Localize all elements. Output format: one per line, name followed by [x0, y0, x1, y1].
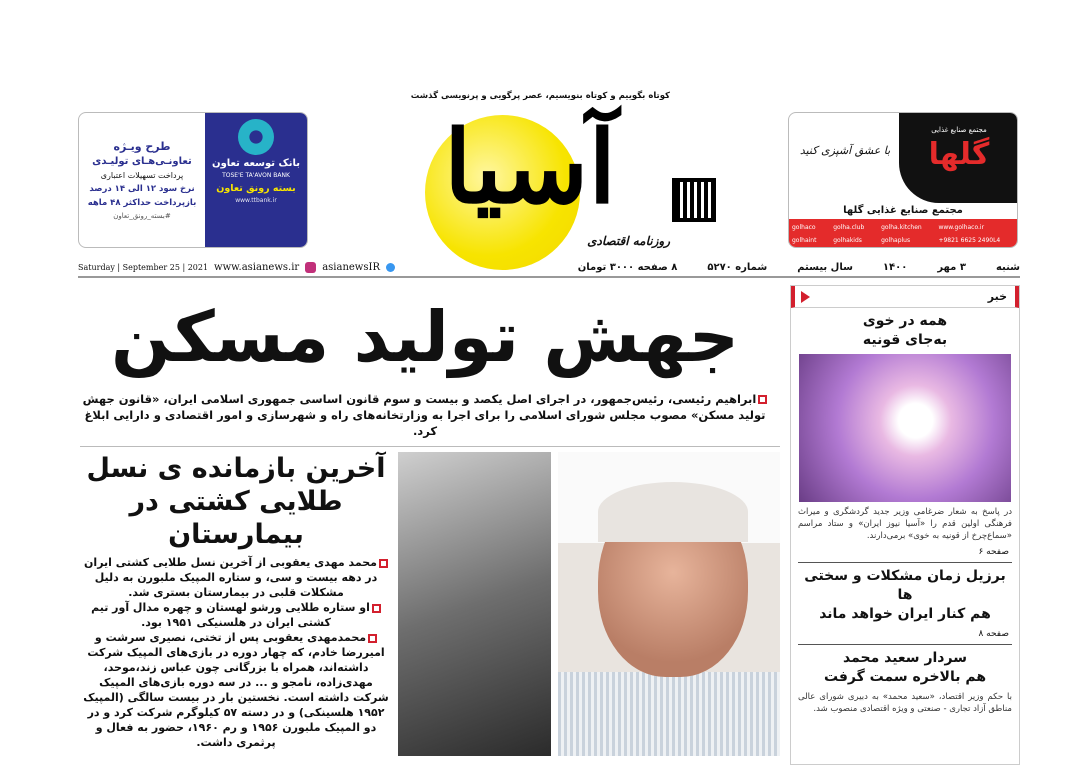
- sidebar-headline[interactable]: [791, 567, 1019, 624]
- portrait-photo: [558, 452, 780, 756]
- logo: آسیا: [443, 108, 617, 226]
- wrestling-photo: [398, 452, 551, 756]
- headline-line: برزیل زمان مشکلات و سختی ها: [804, 568, 1006, 603]
- ad-text: نرخ سود ۱۲ الی ۱۴ درصد: [89, 183, 195, 194]
- play-triangle-icon: [801, 291, 810, 303]
- section-tag: [791, 286, 1019, 308]
- link: golhaplus: [881, 237, 911, 244]
- date: ۳ مهر: [937, 261, 966, 273]
- page-ref: صفحه ۶: [978, 547, 1009, 557]
- tag-label: خبر: [987, 290, 1007, 303]
- bullet-icon: [758, 395, 767, 404]
- link: golhaint: [792, 237, 817, 244]
- page-ref: صفحه ۸: [978, 629, 1009, 639]
- bullet-icon: [379, 559, 388, 568]
- bank-logo-icon: [238, 119, 274, 155]
- hair: [598, 482, 748, 542]
- bank-ad[interactable]: [78, 112, 308, 248]
- bank-package: بسته رونق تعاون: [216, 183, 296, 194]
- headline-line: هم کنار ایران خواهد ماند: [819, 606, 991, 622]
- social-handle[interactable]: asianewsIR: [322, 261, 380, 273]
- verified-icon: [386, 263, 395, 272]
- ad-slogan: با عشق آشپزی کنید: [799, 144, 891, 157]
- brand-logo: گلها: [928, 137, 990, 172]
- link: www.golhaco.ir: [938, 224, 985, 231]
- ad-links: [789, 219, 1017, 248]
- qr-code-icon[interactable]: [672, 178, 716, 222]
- website-link[interactable]: www.asianews.ir: [214, 261, 300, 273]
- main-lead: [80, 391, 770, 439]
- article-body: [80, 555, 392, 750]
- divider: [80, 446, 780, 447]
- link: golha.kitchen: [881, 224, 922, 231]
- sidebar-headline[interactable]: [791, 312, 1019, 350]
- volume: سال بیستم: [797, 261, 853, 273]
- pages-price: ۸ صفحه ۳۰۰۰ تومان: [577, 261, 678, 273]
- golha-ad[interactable]: [788, 112, 1018, 248]
- shirt: [558, 672, 780, 756]
- divider: [798, 644, 1012, 645]
- bullet-icon: [372, 604, 381, 613]
- bullet-icon: [368, 634, 377, 643]
- divider: [798, 562, 1012, 563]
- headline-line: به‌جای قونیه: [862, 332, 948, 348]
- date-bar: [78, 258, 1020, 278]
- sidebar: [790, 285, 1020, 765]
- year: ۱۴۰۰: [882, 261, 908, 273]
- ad-text: بازپرداخت حداکثر ۴۸ ماهه: [87, 197, 197, 208]
- headline-line: همه در خوی: [862, 313, 948, 329]
- ad-text: پرداخت تسهیلات اعتباری: [100, 170, 184, 180]
- sidebar-headline[interactable]: [791, 649, 1019, 687]
- paragraph: محمدمهدی یعقوبی پس از تختی، نصیری سرشت و امیررضا خادم، که چهار دوره در بازی‌های المپیک شرکت داشته‌اند، همراه با بزرگانی چون عباس زند،موحد، مهدی‌زاده، نامجو و ... در سه دوره بازی‌های المپیک شرکت داشته است. نخستین بار در بیست سالگی (المپیک ۱۹۵۲ هلسینکی) و در دسته ۵۷ کیلوگرم شرکت کرد و در دو المپیک ملبورن ۱۹۵۶ و رم ۱۹۶۰، حضور به فعال و پرثمری داشت.: [83, 631, 389, 749]
- ad-title: طرح ویـژه: [113, 139, 171, 153]
- paragraph: محمد مهدی یعقوبی از آخرین نسل طلایی کشتی ایران در دهه بیست و سی، و ستاره المپیک ملبورن به دلیل مشکلات قلبی در بیمارستان بستری شد.: [84, 556, 378, 599]
- sidebar-caption: با حکم وزیر اقتصاد، «سعید محمد» به دبیری شورای عالی مناطق آزاد تجاری - صنعتی و ویژه اقتصادی منصوب شد.: [798, 692, 1012, 714]
- headline-line: سردار سعید محمد: [843, 650, 967, 666]
- ad-hashtag: #بسته_رونق_تعاون: [113, 211, 171, 220]
- ad-title: تعاونـی‌هـای تولیـدی: [92, 155, 192, 167]
- headline-line: هم بالاخره سمت گرفت: [823, 669, 987, 685]
- ad-tag: مجتمع صنایع غذایی: [931, 126, 987, 134]
- article-title[interactable]: آخرین بازمانده ی نسل طلایی کشتی در بیمارستان: [86, 453, 386, 550]
- article: [80, 452, 392, 770]
- link: golha.club: [833, 224, 865, 231]
- link: golhakids: [833, 237, 862, 244]
- link: +9821 6625 2490L4: [938, 237, 1001, 244]
- bank-url: www.ttbank.ir: [235, 197, 277, 204]
- day: شنبه: [995, 261, 1020, 273]
- main-headline[interactable]: جهش تولید مسکن: [110, 296, 740, 378]
- subtitle: روزنامه اقتصادی: [587, 234, 670, 248]
- sidebar-caption: در پاسخ به شعار ضرغامی وزیر جدید گردشگری و میراث فرهنگی اولین قدم را «آسیا نیوز ایران» و ستاد مراسم «سماع‌چرخ از قونیه به خوی» برمی‌دارند.: [798, 507, 1012, 541]
- issue-number: شماره ۵۲۷۰: [707, 261, 768, 273]
- lead-text: ابراهیم رئیسی، رئیس‌جمهور، در اجرای اصل یکصد و بیست و سوم قانون اساسی جمهوری اسلامی ایران، «قانون جهش تولید مسکن» مصوب مجلس شورای اسلامی را برای اجرا به وزارتخانه‌های راه و شهرسازی و امور اقتصادی و دارایی ابلاغ کرد.: [82, 392, 766, 438]
- instagram-icon: [305, 262, 316, 273]
- ad-company: مجتمع صنایع غذایی گلها: [843, 205, 963, 216]
- bank-name-en: TOSE'E TA'AVON BANK: [222, 172, 290, 179]
- sidebar-image: [799, 354, 1011, 502]
- paragraph: او ستاره طلایی ورشو لهستان و چهره مدال آور تیم کشتی ایران در هلسنیکی ۱۹۵۱ بود.: [91, 601, 370, 629]
- link: golhaco: [792, 224, 816, 231]
- date-en: Saturday | September 25 | 2021: [78, 262, 209, 272]
- slogan: کوتاه بگوییم و کوتاه بنویسیم، عصر پرگویی و پرنویسی گذشت: [410, 91, 670, 101]
- bank-name: بانک توسعه تعاون: [212, 158, 300, 169]
